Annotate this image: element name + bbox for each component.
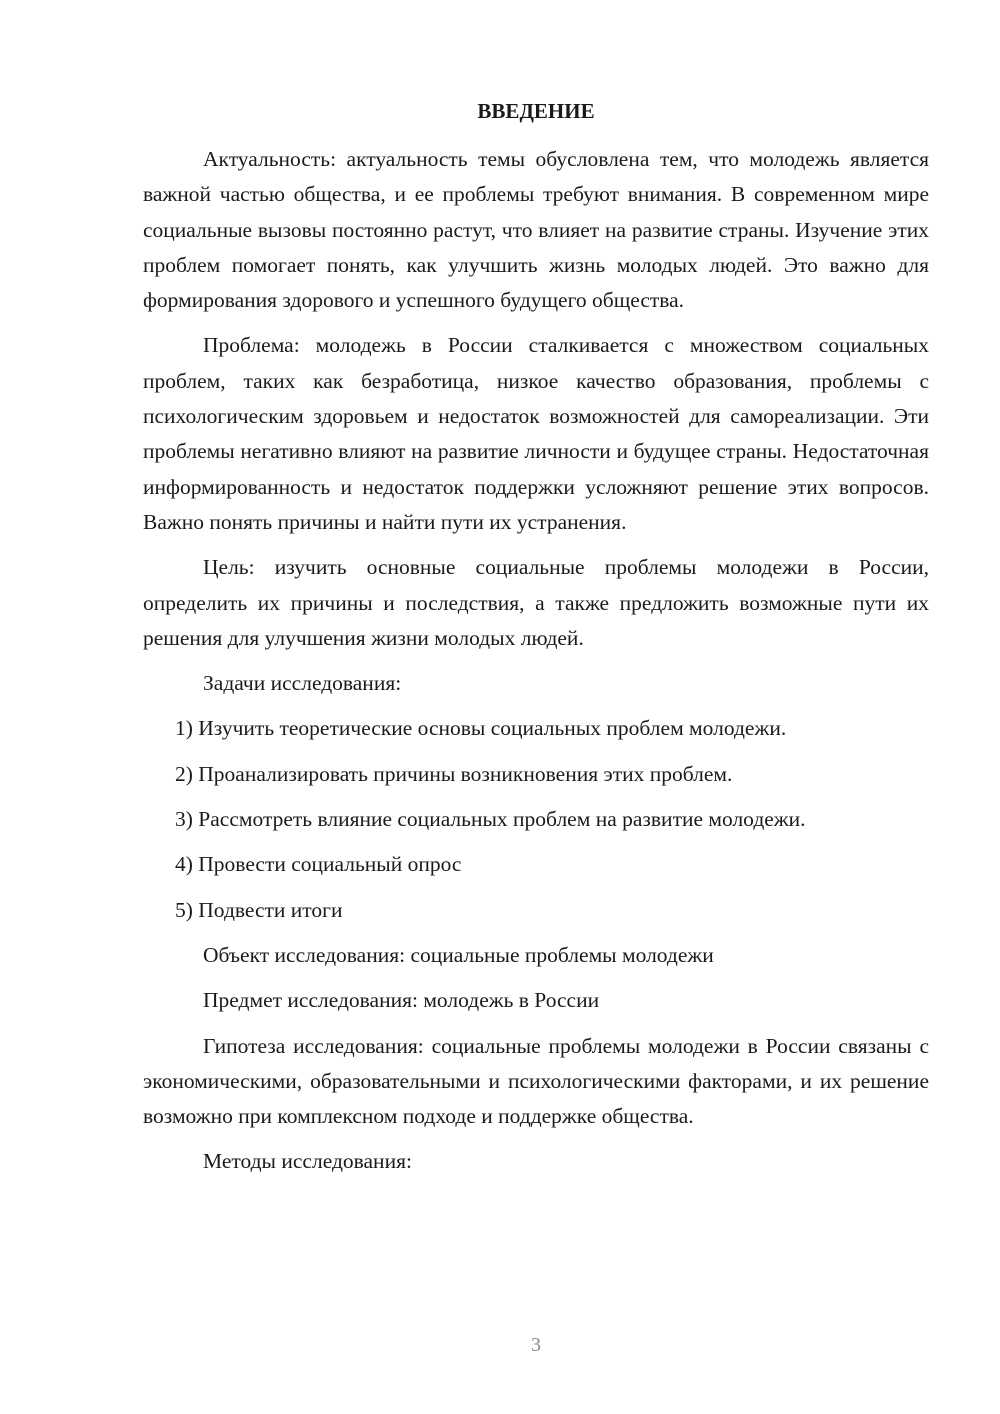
- tasks-list: [143, 711, 929, 927]
- list-item: 3) Рассмотреть влияние социальных проблем на развитие молодежи.: [175, 807, 806, 832]
- list-item: 2) Проанализировать причины возникновения этих проблем.: [175, 761, 733, 786]
- hypothesis-paragraph: Гипотеза исследования: социальные проблемы молодежи в России связаны с экономическими, образовательными и психологическими факторами, и их решение возможно при комплексном подходе и поддержке общества.: [143, 1033, 929, 1129]
- relevance-paragraph: Актуальность: актуальность темы обусловлена тем, что молодежь является важной частью общества, и ее проблемы требуют внимания. В современном мире социальные вызовы постоянно растут, что влияет на развитие страны. Изучение этих проблем помогает понять, как улучшить жизнь молодых людей. Это важно для формирования здорового и успешного будущего общества.: [143, 147, 929, 313]
- document-body: [143, 142, 929, 1190]
- page-title: ВВЕДЕНИЕ: [477, 99, 595, 123]
- list-item: 4) Провести социальный опрос: [175, 852, 462, 877]
- page-number: 3: [531, 1334, 541, 1356]
- list-item: 5) Подвести итоги: [175, 897, 343, 922]
- tasks-heading: Задачи исследования:: [203, 671, 402, 696]
- subject-line: Предмет исследования: молодежь в России: [203, 988, 600, 1013]
- methods-heading: Методы исследования:: [203, 1149, 412, 1174]
- problem-paragraph: Проблема: молодежь в России сталкивается с множеством социальных проблем, таких как безработица, низкое качество образования, проблемы с психологическим здоровьем и недостаток возможностей для самореализации. Эти проблемы негативно влияют на развитие личности и будущее страны. Недостаточная информированность и недостаток поддержки усложняют решение этих вопросов. Важно понять причины и найти пути их устранения.: [143, 333, 929, 534]
- goal-paragraph: Цель: изучить основные социальные проблемы молодежи в России, определить их причины и последствия, а также предложить возможные пути их решения для улучшения жизни молодых людей.: [143, 555, 929, 650]
- list-item: 1) Изучить теоретические основы социальных проблем молодежи.: [175, 716, 787, 741]
- object-line: Объект исследования: социальные проблемы молодежи: [203, 942, 714, 967]
